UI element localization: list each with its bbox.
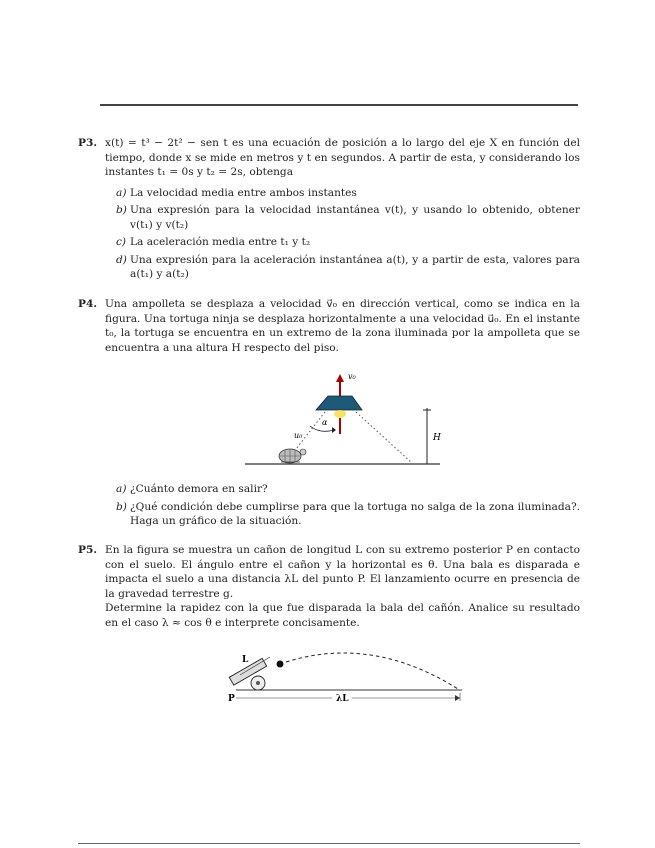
alpha-label: α bbox=[322, 418, 328, 427]
problem-label: P3. bbox=[78, 137, 98, 149]
subquestion-text: La aceleración media entre t₁ y t₂ bbox=[130, 236, 311, 248]
cannonball-icon bbox=[277, 661, 284, 668]
subquestion-label: a) bbox=[116, 186, 127, 199]
lambda-l-label: λL bbox=[336, 694, 349, 704]
header-rule bbox=[100, 104, 578, 106]
problem-statement: Una ampolleta se desplaza a velocidad v⃗₀ en dirección vertical, como se indica en la figura. Una tortuga ninja se desplaza horizontalmente a una velocidad u⃗₀. En el instante t₀, la tortuga se encuentra en un extremo de la zona iluminada por la ampolleta que se encuentra a una altura H respecto del piso. bbox=[105, 298, 580, 354]
h-label: H bbox=[433, 433, 441, 443]
p-label: P bbox=[228, 694, 235, 704]
l-label: L bbox=[242, 655, 249, 665]
problem-p5 bbox=[78, 543, 580, 630]
subquestion-list bbox=[116, 482, 580, 529]
problem-label: P4. bbox=[78, 298, 98, 310]
subquestion-label: a) bbox=[116, 483, 127, 495]
problem-statement: x(t) = t³ − 2t² − sen t es una ecuación de posición a lo largo del eje X en función del tiempo, donde x se mide en metros y t en segundos. A partir de esta, y considerando los instantes t₁ = 0s y t₂ = 2s, obtenga bbox=[105, 137, 580, 178]
subquestion-list bbox=[116, 186, 580, 282]
subquestion-text: La velocidad media entre ambos instantes bbox=[130, 186, 357, 199]
problem-question: Determine la rapidez con la que fue disparada la bala del cañón. Analice su resultado en el caso λ ≈ cos θ e interprete concisamente. bbox=[105, 602, 580, 629]
lamp-shade-icon bbox=[316, 396, 362, 410]
problem-p3 bbox=[78, 136, 580, 285]
subquestion-label: c) bbox=[116, 236, 127, 248]
subquestion-item bbox=[116, 253, 580, 282]
subquestion-text: ¿Cuánto demora en salir? bbox=[130, 483, 268, 495]
problem-label: P5. bbox=[78, 544, 98, 556]
footer-rule bbox=[78, 843, 580, 844]
subquestion-text: Una expresión para la aceleración instantánea a(t), y a partir de esta, valores para a(t₁) y a(t₂) bbox=[130, 253, 580, 280]
subquestion-item bbox=[116, 235, 580, 250]
problem-statement: En la figura se muestra un cañon de longitud L con su extremo posterior P en contacto con el suelo. El ángulo entre el cañon y la horizontal es θ. Una bala es disparada e impacta el suelo a una distancia λL del punto P. El lanzamiento ocurre en presencia de la gravedad terrestre g. bbox=[105, 544, 580, 600]
subquestion-label: b) bbox=[116, 204, 127, 216]
u0-label: u₀ bbox=[294, 431, 303, 440]
velocity-arrow-icon bbox=[336, 374, 344, 382]
problem-p4 bbox=[78, 297, 580, 355]
subquestion-text: ¿Qué condición debe cumplirse para que la tortuga no salga de la zona iluminada?. Haga un gráfico de la situación. bbox=[130, 500, 580, 527]
subquestion-item bbox=[116, 186, 580, 201]
subquestion-item bbox=[116, 482, 580, 497]
subquestion-item bbox=[116, 203, 580, 232]
cannon-figure bbox=[222, 645, 472, 707]
subquestion-label: d) bbox=[116, 253, 127, 266]
subquestion-item bbox=[116, 500, 580, 529]
turtle-icon bbox=[279, 449, 306, 463]
subquestion-text: Una expresión para la velocidad instantánea v(t), y usando lo obtenido, obtener v(t₁) y v(t₂) bbox=[130, 204, 580, 231]
subquestion-label: b) bbox=[116, 500, 127, 513]
problem-p4-questions bbox=[78, 482, 580, 532]
lamp-turtle-figure bbox=[240, 368, 450, 468]
bulb-icon bbox=[334, 410, 346, 418]
v0-label: v₀ bbox=[348, 372, 356, 381]
